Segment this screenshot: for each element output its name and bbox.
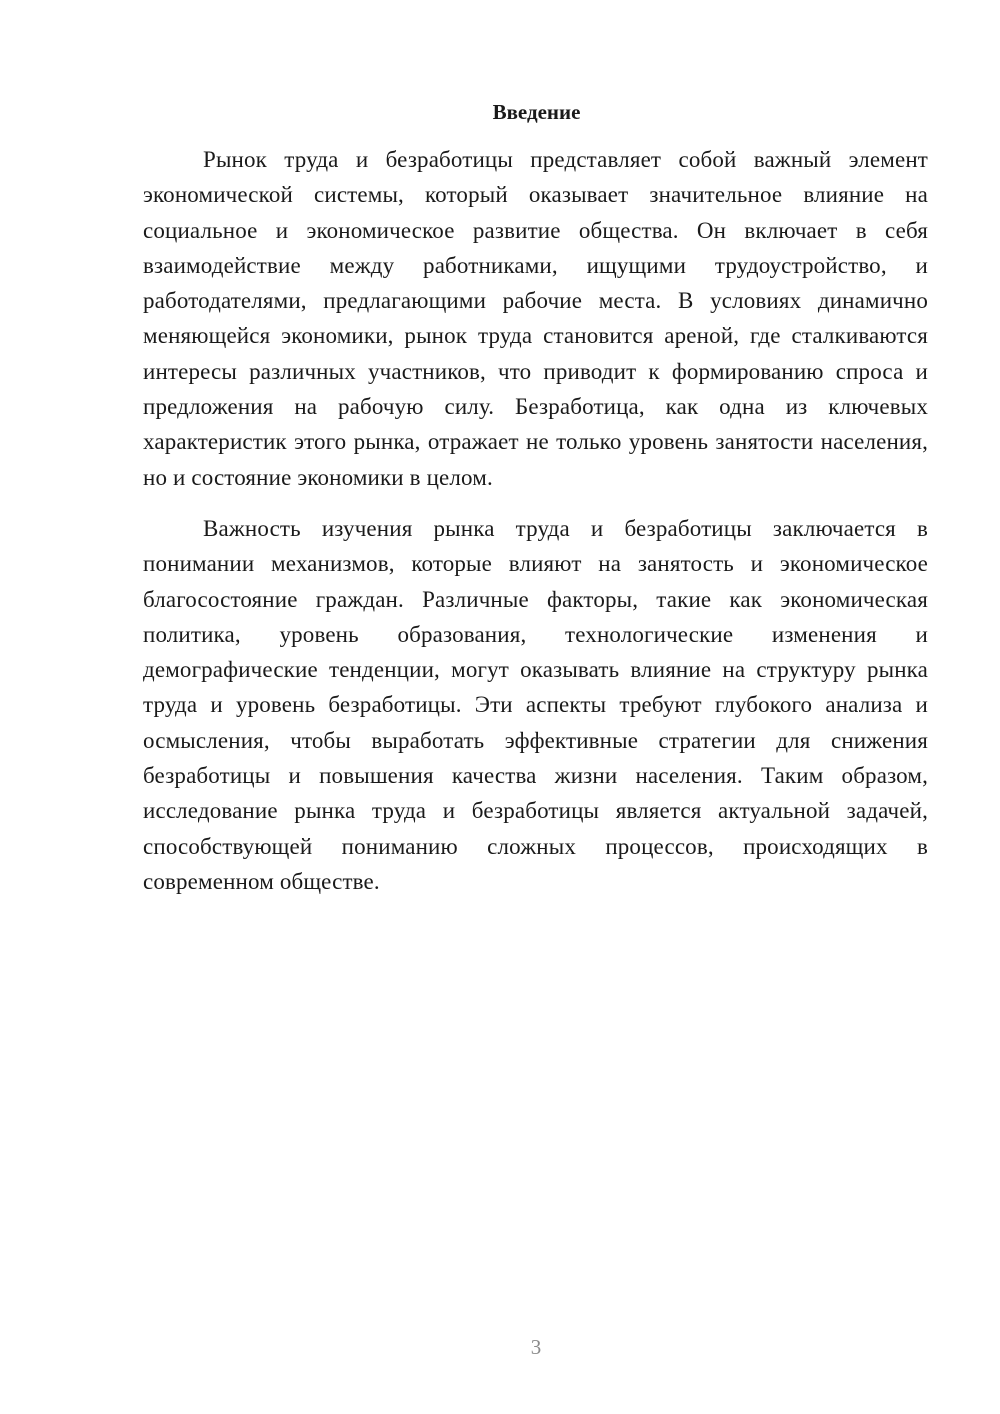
- section-heading: Введение: [492, 100, 581, 124]
- paragraph-importance: Важность изучения рынка труда и безработицы заключается в понимании механизмов, которые влияют на занятость и экономическое благосостояние граждан. Различные факторы, такие как экономическая политика, уровень образования, технологические изменения и демографические тенденции, могут оказывать влияние на структуру рынка труда и уровень безработицы. Эти аспекты требуют глубокого анализа и осмысления, чтобы выработать эффективные стратегии для снижения безработицы и повышения качества жизни населения. Таким образом, исследование рынка труда и безработицы является актуальной задачей, способствующей пониманию сложных процессов, происходящих в современном обществе.: [143, 515, 928, 894]
- paragraph-intro: Рынок труда и безработицы представляет собой важный элемент экономической системы, который оказывает значительное влияние на социальное и экономическое развитие общества. Он включает в себя взаимодействие между работниками, ищущими трудоустройство, и работодателями, предлагающими рабочие места. В условиях динамично меняющейся экономики, рынок труда становится ареной, где сталкиваются интересы различных участников, что приводит к формированию спроса и предложения на рабочую силу. Безработица, как одна из ключевых характеристик этого рынка, отражает не только уровень занятости населения, но и состояние экономики в целом.: [143, 147, 928, 490]
- page-content: [143, 96, 928, 899]
- page-number: 3: [530, 1335, 542, 1359]
